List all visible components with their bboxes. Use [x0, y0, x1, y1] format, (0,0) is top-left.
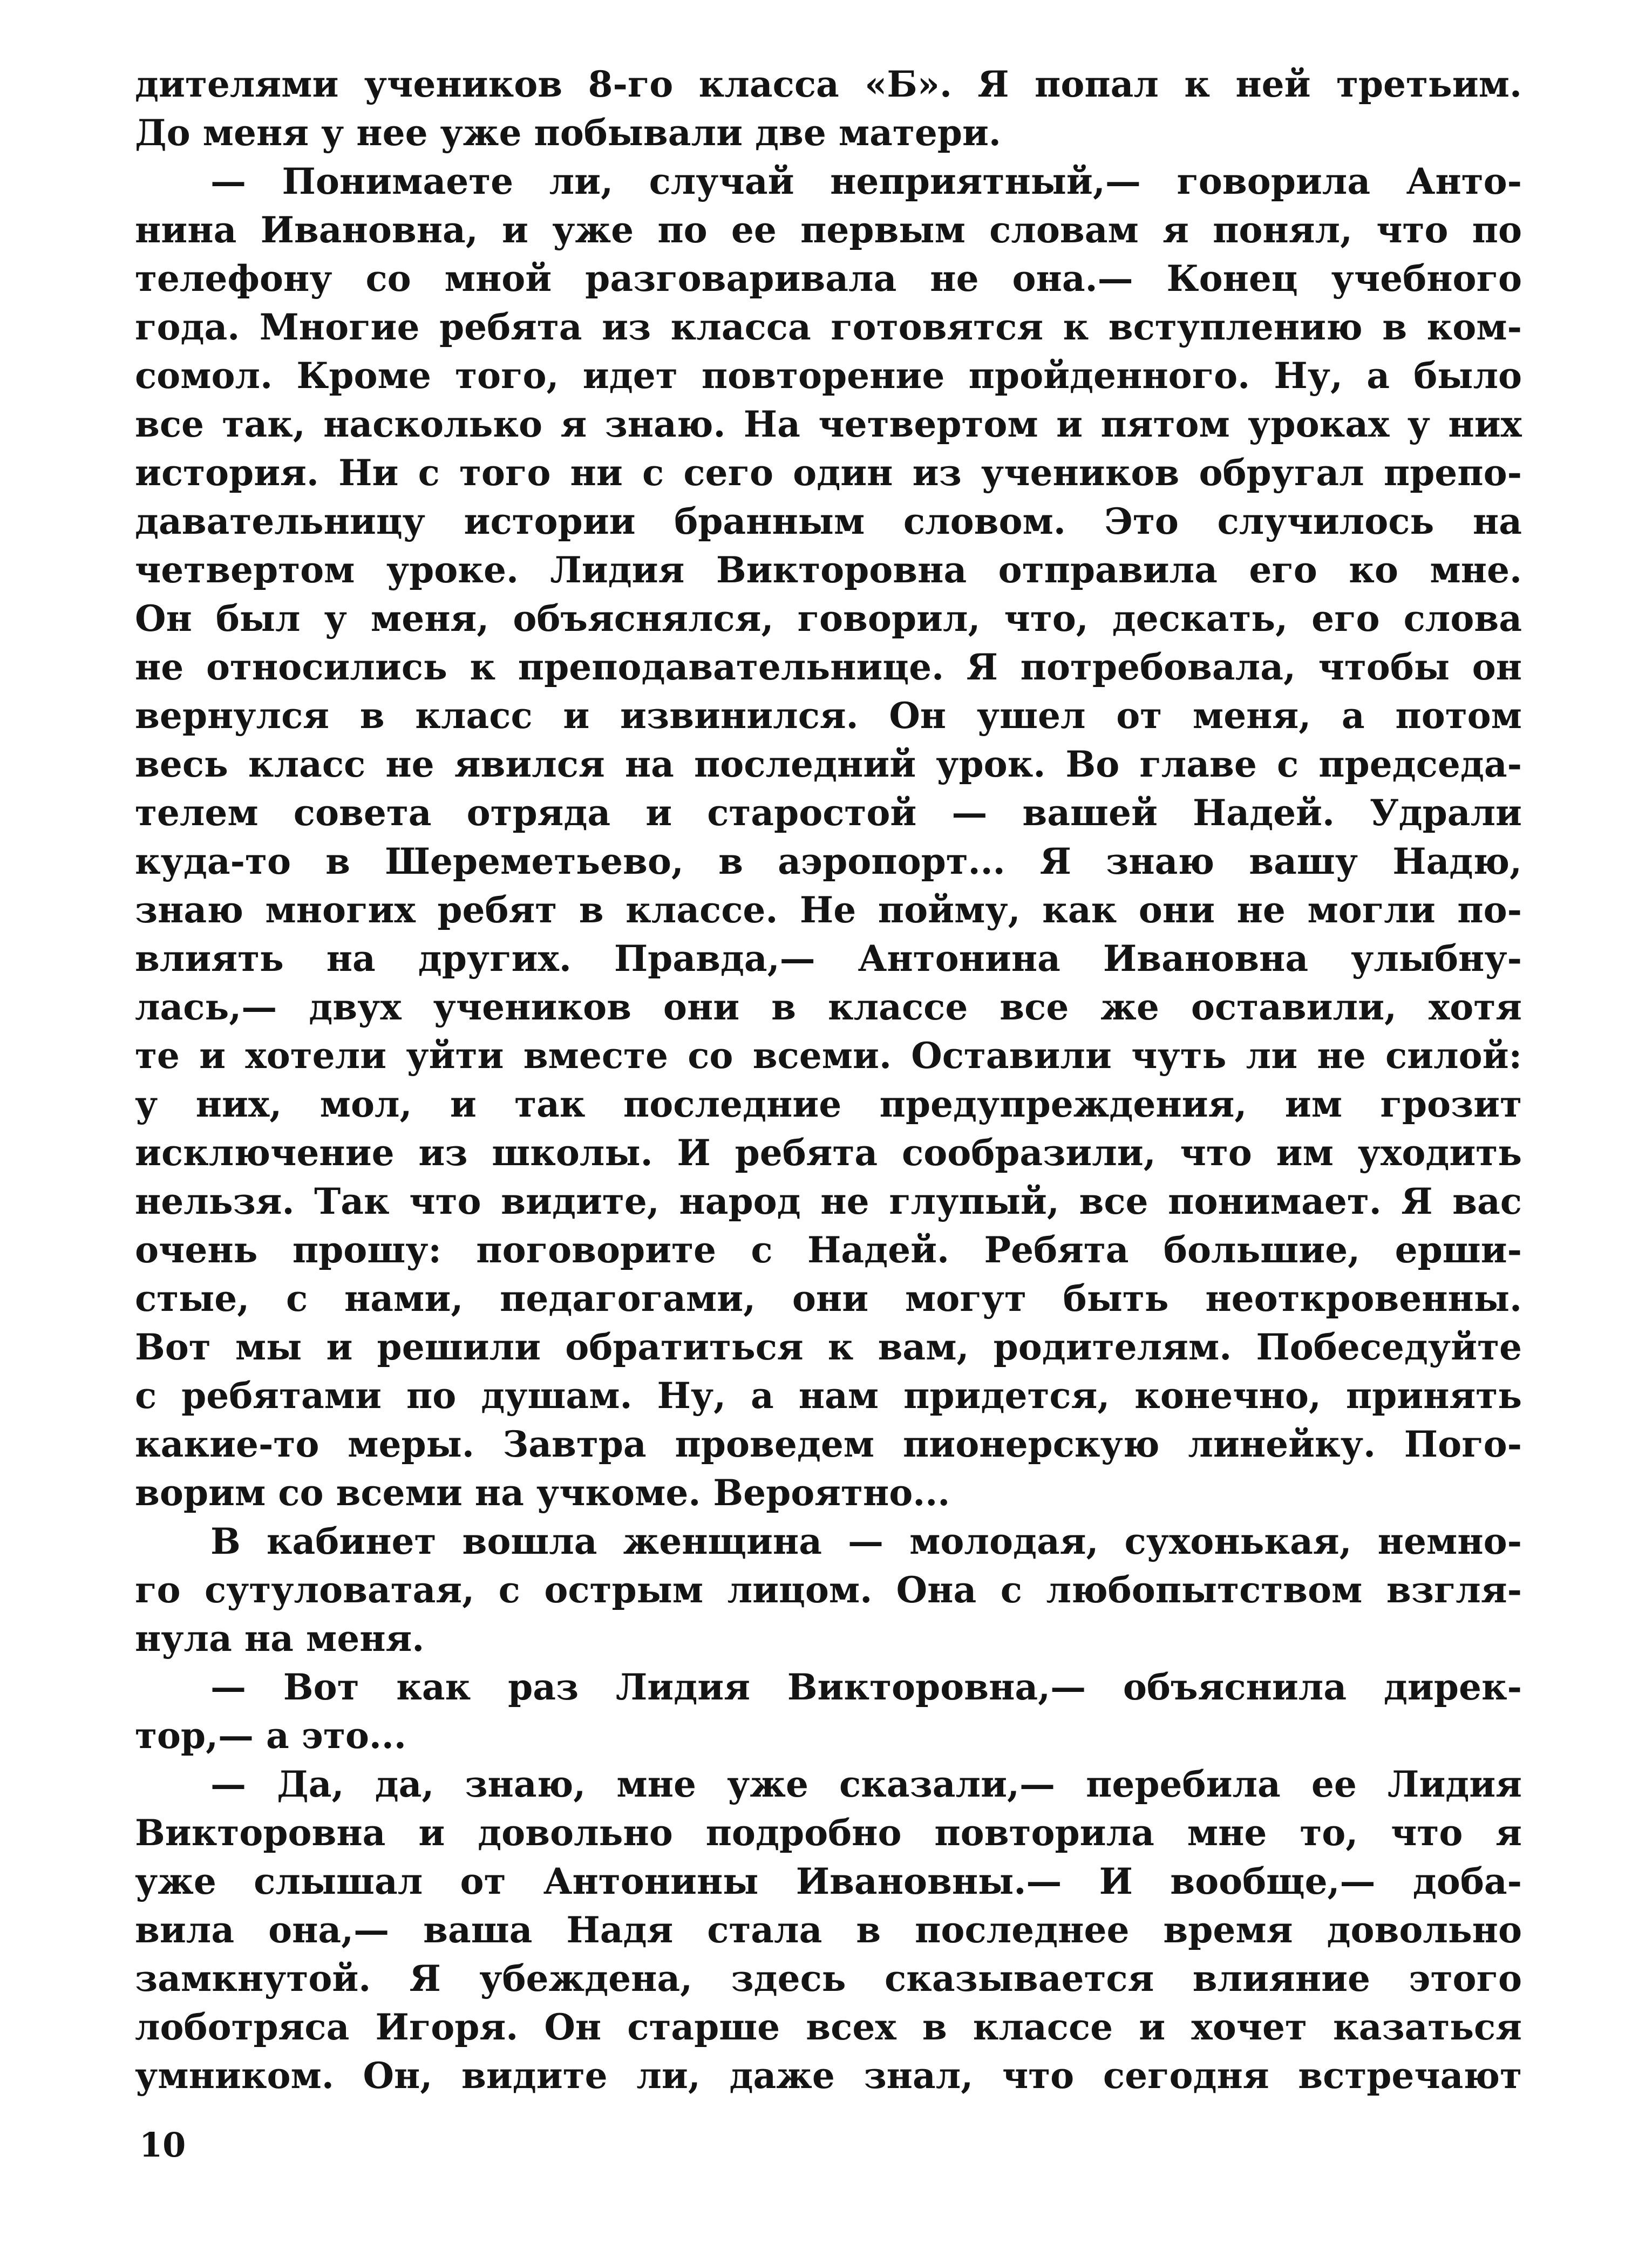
text-line: вернулся в класс и извинился. Он ушел от меня, а потом — [135, 695, 1522, 737]
text-line: нельзя. Так что видите, народ не глупый, все понимает. Я вас — [135, 1180, 1522, 1222]
text-line: сомол. Кроме того, идет повторение пройденного. Ну, а было — [135, 355, 1522, 397]
text-line: умником. Он, видите ли, даже знал, что сегодня встречают — [135, 2055, 1522, 2097]
text-line: телем совета отряда и старостой — вашей Надей. Удрали — [135, 792, 1522, 834]
text-line: Он был у меня, объяснялся, говорил, что, дескать, его слова — [135, 597, 1522, 640]
text-line: — Да, да, знаю, мне уже сказали,— перебила ее Лидия — [210, 1763, 1522, 1805]
text-line: очень прошу: поговорите с Надей. Ребята большие, ерши- — [135, 1229, 1522, 1271]
text-line: с ребятами по душам. Ну, а нам придется, конечно, принять — [135, 1375, 1522, 1417]
text-line: влиять на других. Правда,— Антонина Ивановна улыбну- — [135, 937, 1522, 980]
text-line: го сутуловатая, с острым лицом. Она с любопытством взгля- — [135, 1569, 1522, 1611]
text-line: ворим со всеми на учкоме. Вероятно... — [135, 1472, 950, 1514]
page-number: 10 — [139, 2125, 186, 2165]
text-line: уже слышал от Антонины Ивановны.— И вообще,— доба- — [135, 1860, 1522, 1902]
text-line: давательницу истории бранным словом. Это случилось на — [135, 500, 1522, 542]
text-line: лась,— двух учеников они в классе все же оставили, хотя — [135, 986, 1522, 1028]
text-line: исключение из школы. И ребята сообразили, что им уходить — [135, 1132, 1522, 1174]
text-line: дителями учеников 8-го класса «Б». Я попал к ней третьим. — [135, 63, 1522, 105]
text-line: нина Ивановна, и уже по ее первым словам я понял, что по — [135, 209, 1522, 251]
text-line: тор,— а это... — [135, 1715, 406, 1757]
text-line: — Понимаете ли, случай неприятный,— говорила Анто- — [210, 160, 1522, 202]
text-line: у них, мол, и так последние предупреждения, им грозит — [135, 1083, 1522, 1125]
text-line: знаю многих ребят в классе. Не пойму, как они не могли по- — [135, 889, 1522, 931]
text-line: лоботряса Игоря. Он старше всех в классе и хочет казаться — [135, 2006, 1522, 2048]
text-line: история. Ни с того ни с сего один из учеников обругал препо- — [135, 452, 1522, 494]
text-line: До меня у нее уже побывали две матери. — [135, 112, 1001, 154]
text-line: куда-то в Шереметьево, в аэропорт... Я знаю вашу Надю, — [135, 840, 1522, 882]
text-line: Викторовна и довольно подробно повторила мне то, что я — [135, 1812, 1522, 1854]
text-line: не относились к преподавательнице. Я потребовала, чтобы он — [135, 646, 1522, 688]
text-line: какие-то меры. Завтра проведем пионерскую линейку. Пого- — [135, 1423, 1522, 1465]
text-line: замкнутой. Я убеждена, здесь сказывается влияние этого — [135, 1957, 1522, 2000]
text-line: В кабинет вошла женщина — молодая, сухонькая, немно- — [210, 1520, 1522, 1562]
text-line: телефону со мной разговаривала не она.— Конец учебного — [135, 257, 1522, 300]
text-line: года. Многие ребята из класса готовятся к вступлению в ком- — [135, 306, 1522, 348]
text-line: нула на меня. — [135, 1617, 425, 1660]
text-line: стые, с нами, педагогами, они могут быть неоткровенны. — [135, 1277, 1522, 1320]
text-line: — Вот как раз Лидия Викторовна,— объяснила дирек- — [210, 1666, 1522, 1708]
text-line: Вот мы и решили обратиться к вам, родителям. Побеседуйте — [135, 1326, 1522, 1368]
text-line: весь класс не явился на последний урок. Во главе с председа- — [135, 743, 1522, 785]
text-line: вила она,— ваша Надя стала в последнее время довольно — [135, 1909, 1522, 1951]
text-line: все так, насколько я знаю. На четвертом и пятом уроках у них — [135, 403, 1522, 445]
text-line: четвертом уроке. Лидия Викторовна отправила его ко мне. — [135, 549, 1522, 591]
text-line: те и хотели уйти вместе со всеми. Оставили чуть ли не силой: — [135, 1035, 1522, 1077]
